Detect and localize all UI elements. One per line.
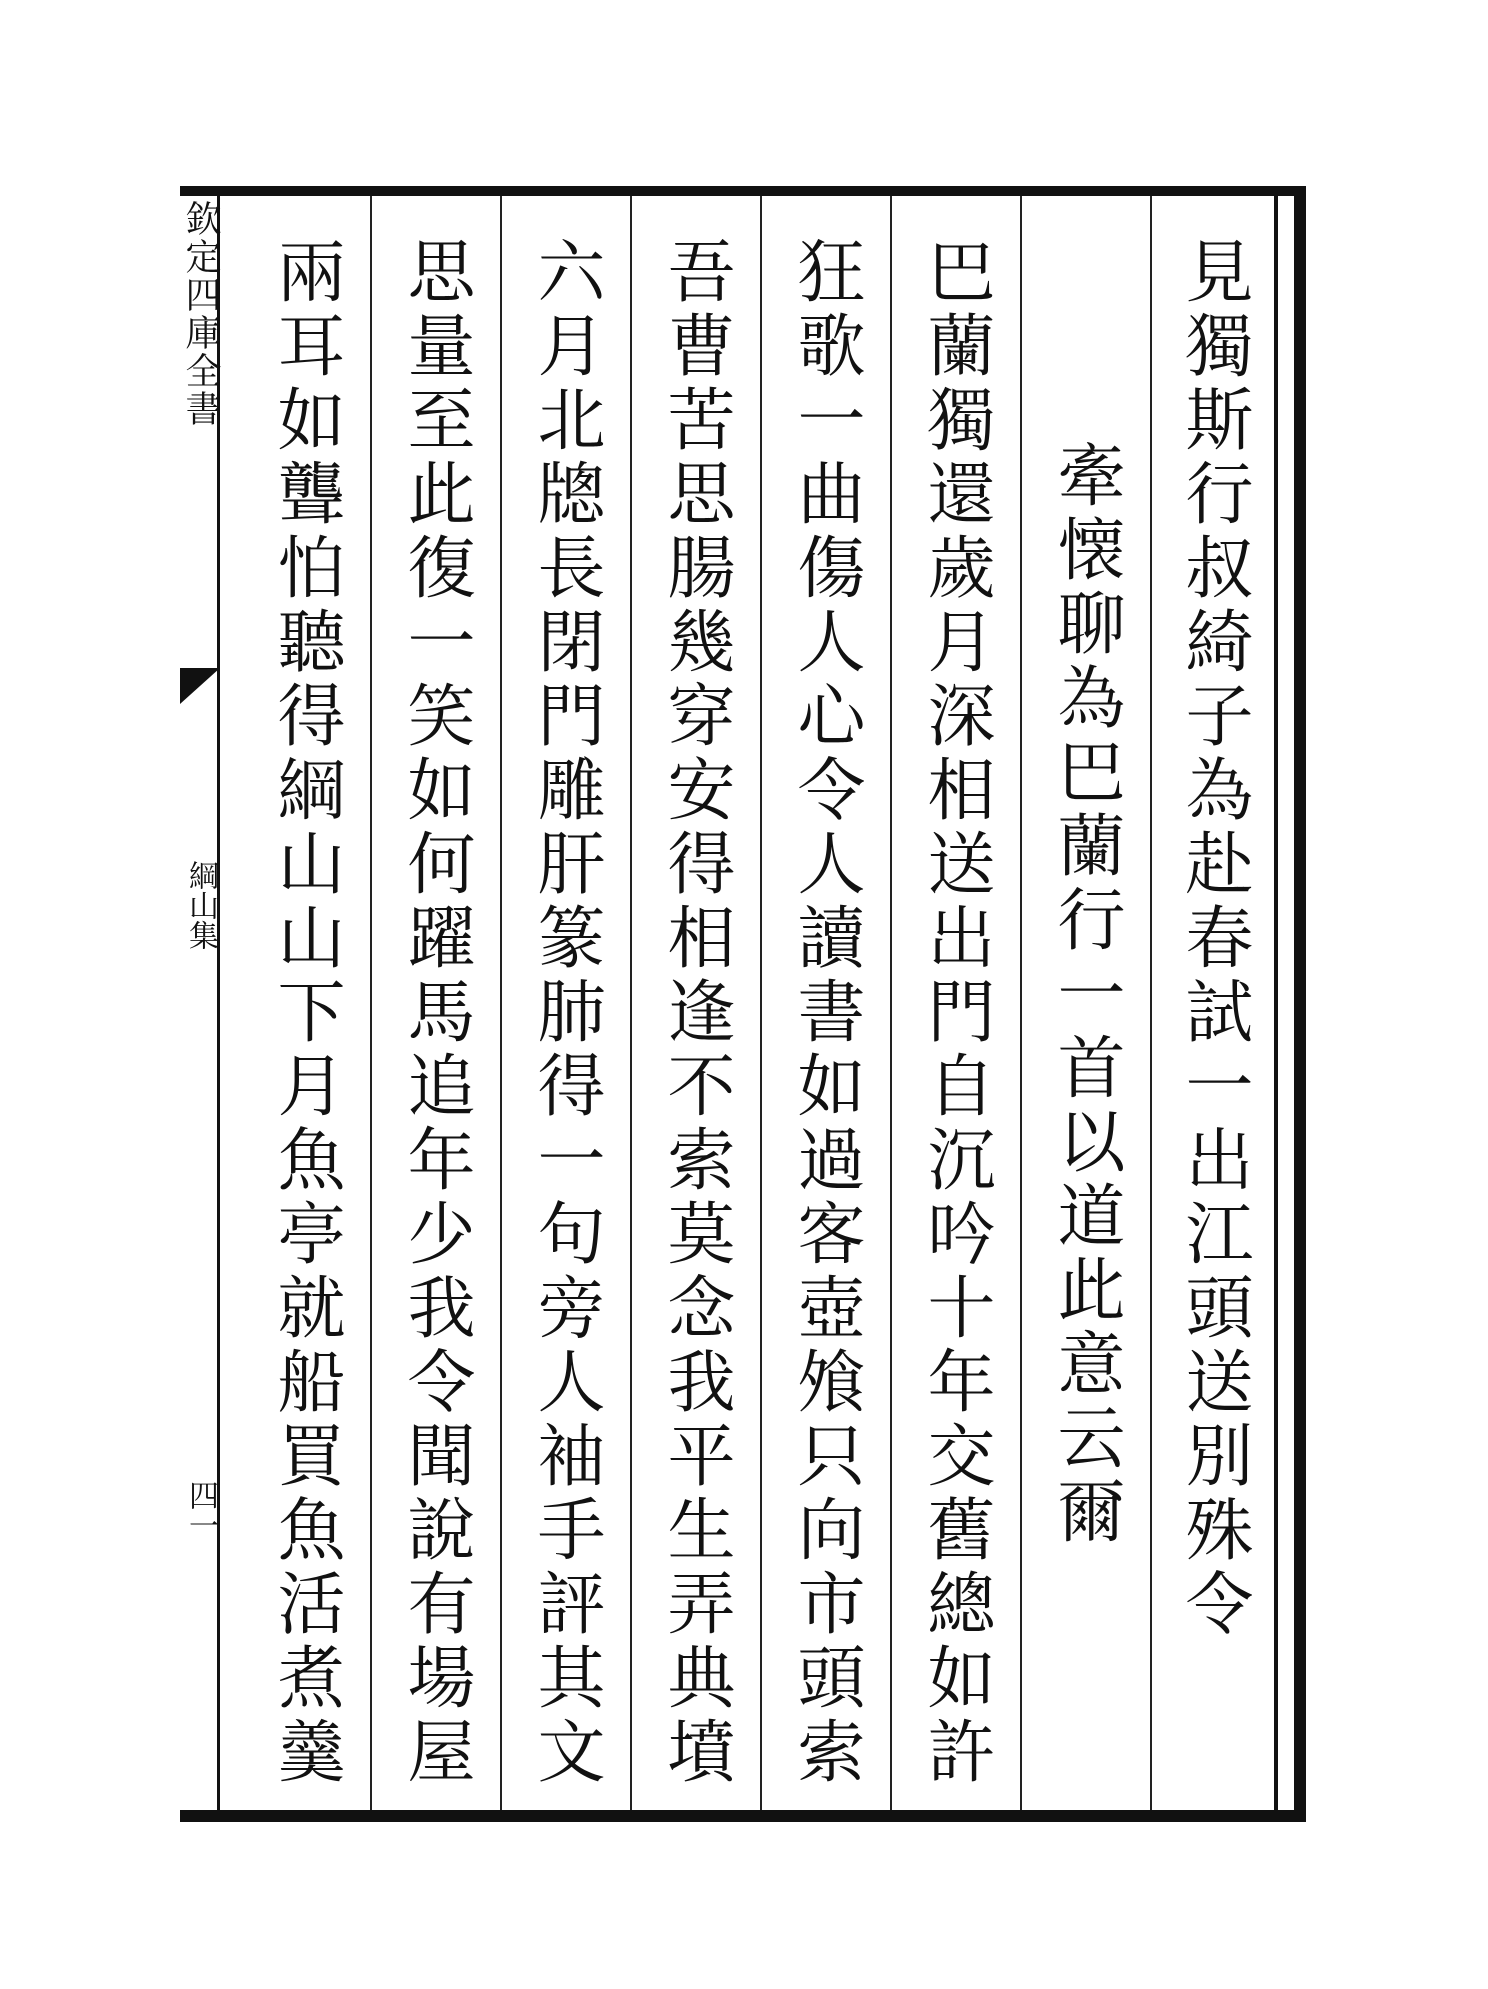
- text-column: 狂歌一曲傷人心令人讀書如過客壺飧只向市頭索: [786, 236, 865, 1790]
- margin-book-title: 綱山集: [183, 860, 218, 950]
- column-rule: [630, 196, 632, 1810]
- column-rule: [370, 196, 372, 1810]
- margin-page-number: 四一: [183, 1480, 218, 1540]
- column-rule: [1020, 196, 1022, 1810]
- column-rule: [890, 196, 892, 1810]
- text-column: 兩耳如聾怕聽得綱山山下月魚亭就船買魚活煮羹: [266, 236, 345, 1790]
- column-rule: [1150, 196, 1152, 1810]
- page-margin-strip: [180, 196, 220, 1810]
- text-column: 吾曹苦思腸幾穿安得相逢不索莫念我平生弄典墳: [656, 236, 735, 1790]
- frame-inner-rule: [1274, 196, 1278, 1810]
- column-rule: [760, 196, 762, 1810]
- text-column: 牽懐聊為巴蘭行一首以道此意云爾: [1046, 440, 1125, 1550]
- text-column: 巴蘭獨還歲月深相送出門自沉吟十年交舊總如許: [916, 236, 995, 1790]
- column-rule: [500, 196, 502, 1810]
- text-column: 思量至此復一笑如何躍馬追年少我令聞說有場屋: [396, 236, 475, 1790]
- text-column: 見獨斯行叔綺子為赴春試一出江頭送別殊令: [1174, 236, 1253, 1642]
- text-column: 六月北牕長閉門雕肝篆肺得一句旁人袖手評其文: [526, 236, 605, 1790]
- margin-series-title: 欽定四庫全書: [180, 200, 221, 428]
- fish-tail-mark: [180, 668, 220, 704]
